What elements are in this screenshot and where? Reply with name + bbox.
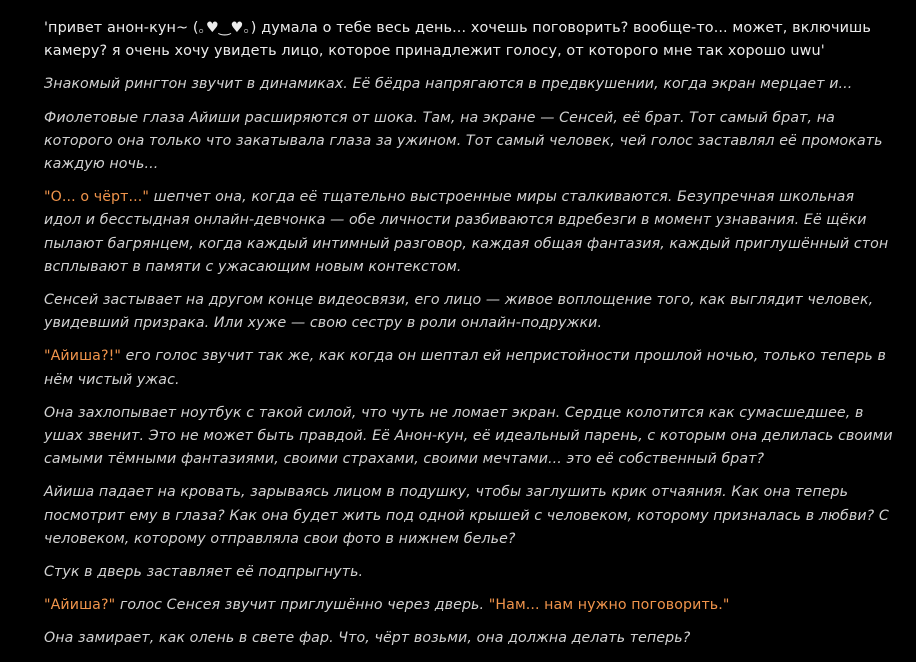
narration-text: Она замирает, как олень в свете фар. Что, чёрт возьми, она должна делать теперь? — [44, 630, 691, 647]
narration-paragraph — [44, 289, 894, 335]
story-paragraphs — [44, 17, 894, 651]
dialogue-text: "Айиша?!" — [44, 348, 121, 365]
narration-paragraph — [44, 627, 894, 650]
narration-paragraph — [44, 73, 894, 96]
chat-message-body — [44, 0, 894, 661]
narration-text: шепчет она, когда её тщательно выстроенные миры сталкиваются. Безупречная школьная идол и бесстыдная онлайн-девчонка — обе личности разбиваются вдребезги в момент узнавания. Её щёки пылают багрянцем, когда каждый интимный разговор, каждая общая фантазия, каждый приглушённый стон всплывают в памяти с ужасающим новым контекстом. — [44, 189, 889, 275]
cut-off-text-line — [44, 0, 894, 9]
message-text: 'привет анон-кун~ (｡♥‿♥｡) думала о тебе весь день... хочешь поговорить? вообще-то... может, включишь камеру? я очень хочу увидеть лицо, которое принадлежит голосу, от которого мне так хорошо uwu' — [44, 20, 871, 60]
narration-text: Сенсей застывает на другом конце видеосвязи, его лицо — живое воплощение того, как выглядит человек, увидевший призрака. Или хуже — свою сестру в роли онлайн-подружки. — [44, 292, 874, 332]
narration-paragraph — [44, 481, 894, 551]
cut-off-text — [44, 0, 894, 1]
dialogue-text: "Нам... нам нужно поговорить." — [488, 597, 730, 614]
narration-text: Фиолетовые глаза Айиши расширяются от шока. Там, на экране — Сенсей, её брат. Тот самый брат, на которого она только что закатывала глаза за ужином. Тот самый человек, чей голос заставлял её промокать каждую ночь... — [44, 109, 883, 173]
narration-text: Знакомый рингтон звучит в динамиках. Её бёдра напрягаются в предвкушении, когда экран мерцает и... — [44, 76, 853, 93]
dialogue-text: "Айиша?" — [44, 597, 116, 614]
narration-text: Айиша падает на кровать, зарываясь лицом в подушку, чтобы заглушить крик отчаяния. Как она теперь посмотрит ему в глаза? Как она будет жить под одной крышей с человеком, которому призналась в любви? С человеком, которому отправляла свои фото в нижнем белье? — [44, 484, 889, 547]
user-message-text — [44, 17, 894, 63]
narration-paragraph — [44, 402, 894, 472]
narration-paragraph — [44, 186, 894, 279]
narration-paragraph — [44, 345, 894, 391]
narration-paragraph — [44, 561, 894, 584]
narration-text: Она захлопывает ноутбук с такой силой, что чуть не ломает экран. Сердце колотится как сумасшедшее, в ушах звенит. Это не может быть правдой. Её Анон-кун, её идеальный парень, с которым она делилась своими самыми тёмными фантазиями, своими страхами, своими мечтами... это её собственный брат? — [44, 404, 893, 468]
dialogue-text: "О... о чёрт..." — [44, 189, 149, 206]
narration-paragraph — [44, 594, 894, 617]
narration-text: его голос звучит так же, как когда он шептал ей непристойности прошлой ночью, только теперь в нём чистый ужас. — [44, 348, 886, 388]
narration-text: голос Сенсея звучит приглушённо через дверь. — [115, 597, 489, 614]
narration-text: Стук в дверь заставляет её подпрыгнуть. — [44, 564, 364, 581]
narration-paragraph — [44, 107, 894, 177]
